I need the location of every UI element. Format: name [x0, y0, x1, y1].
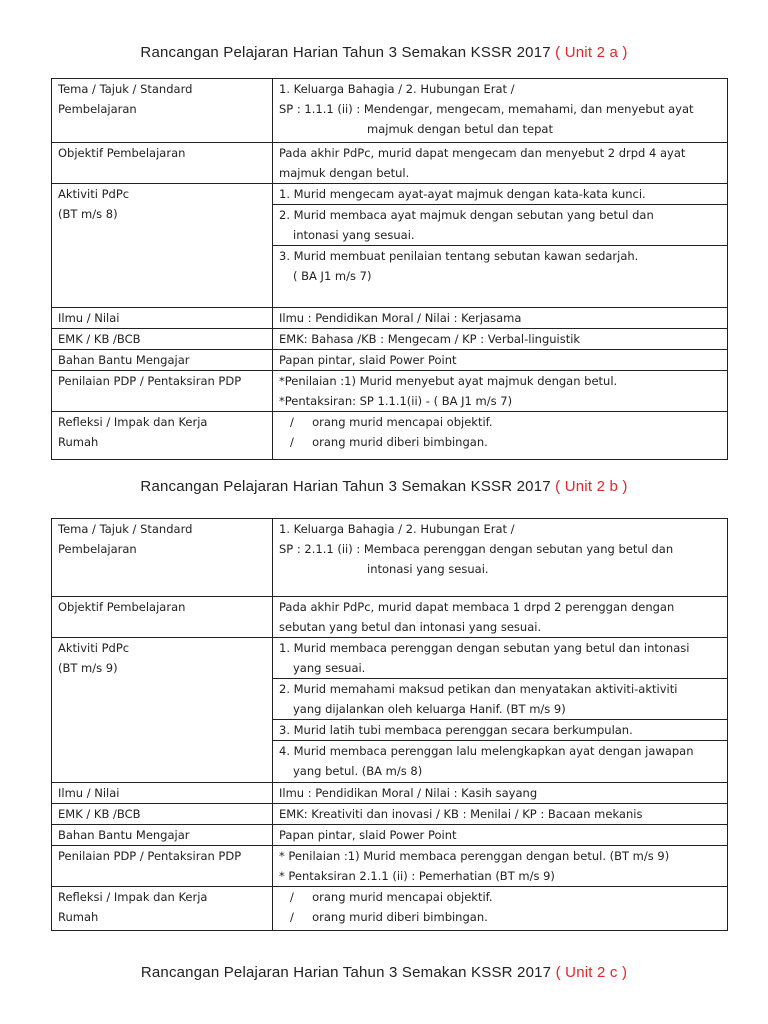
aktiviti-b-item-2	[273, 679, 728, 720]
aktiviti-item-2-line-1: 2. Murid membaca ayat majmuk dengan sebutan yang betul dan	[279, 208, 654, 222]
row-refleksi	[52, 412, 728, 460]
label-objektif: Objektif Pembelajaran	[52, 143, 273, 184]
value-objektif-b	[273, 597, 728, 638]
penilaian-b-line-1: * Penilaian :1) Murid membaca perenggan dengan betul. (BT m/s 9)	[279, 849, 670, 863]
objektif-b-line-1: Pada akhir PdPc, murid dapat membaca 1 drpd 2 perenggan dengan	[279, 600, 675, 614]
section-c-title	[0, 964, 768, 981]
label-ilmu: Ilmu / Nilai	[52, 308, 273, 329]
value-refleksi	[273, 412, 728, 460]
tema-line-2: SP : 1.1.1 (ii) : Mendengar, mengecam, memahami, dan menyebut ayat	[279, 102, 694, 116]
value-tema-b	[273, 519, 728, 597]
penilaian-b-line-2: * Pentaksiran 2.1.1 (ii) : Pemerhatian (BT m/s 9)	[279, 869, 555, 883]
aktiviti-item-3-line-2: ( BA J1 m/s 7)	[293, 269, 372, 283]
row-objektif-b	[52, 597, 728, 638]
refleksi-b-line-2: / orang murid diberi bimbingan.	[279, 910, 488, 924]
aktiviti-item-3-line-1: 3. Murid membuat penilaian tentang sebutan kawan sedarjah.	[279, 249, 639, 263]
aktiviti-b-item-4	[273, 741, 728, 783]
section-a-title-main: Rancangan Pelajaran Harian Tahun 3 Semakan KSSR 2017	[140, 44, 556, 61]
tema-b-line-1: 1. Keluarga Bahagia / 2. Hubungan Erat /	[279, 522, 515, 536]
objektif-line-2: majmuk dengan betul.	[279, 166, 410, 180]
row-penilaian	[52, 371, 728, 412]
label-tema: Tema / Tajuk / Standard Pembelajaran	[52, 79, 273, 143]
section-b-title-main: Rancangan Pelajaran Harian Tahun 3 Semakan KSSR 2017	[140, 478, 556, 495]
row-bahan-b	[52, 825, 728, 846]
aktiviti-b-item-1-line-1: 1. Murid membaca perenggan dengan sebutan yang betul dan intonasi	[279, 641, 690, 655]
refleksi-b-line-1: / orang murid mencapai objektif.	[279, 890, 493, 904]
refleksi-label-2: Rumah	[58, 435, 99, 449]
aktiviti-item-1-line-1: 1. Murid mengecam ayat-ayat majmuk dengan kata-kata kunci.	[279, 187, 646, 201]
aktiviti-b-item-2-line-2: yang dijalankan oleh keluarga Hanif. (BT m/s 9)	[293, 702, 566, 716]
value-bahan-b: Papan pintar, slaid Power Point	[273, 825, 728, 846]
aktiviti-b-item-4-line-1: 4. Murid membaca perenggan lalu melengkapkan ayat dengan jawapan	[279, 744, 694, 758]
refleksi-line-2: / orang murid diberi bimbingan.	[279, 435, 488, 449]
lesson-plan-table-b	[51, 518, 728, 931]
label-ilmu-b: Ilmu / Nilai	[52, 783, 273, 804]
aktiviti-item-3	[273, 246, 728, 308]
value-penilaian-b	[273, 846, 728, 887]
row-ilmu-b	[52, 783, 728, 804]
aktiviti-item-2-line-2: intonasi yang sesuai.	[293, 228, 415, 242]
row-refleksi-b	[52, 887, 728, 931]
label-bahan-b: Bahan Bantu Mengajar	[52, 825, 273, 846]
section-c-unit-label: ( Unit 2 c )	[555, 964, 628, 981]
row-emk	[52, 329, 728, 350]
label-refleksi	[52, 412, 273, 460]
aktiviti-b-label-2: (BT m/s 9)	[58, 661, 118, 675]
section-c-title-main: Rancangan Pelajaran Harian Tahun 3 Semakan KSSR 2017	[140, 964, 556, 981]
label-aktiviti	[52, 184, 273, 308]
aktiviti-b-item-2-line-1: 2. Murid memahami maksud petikan dan menyatakan aktiviti-aktiviti	[279, 682, 678, 696]
refleksi-label-1: Refleksi / Impak dan Kerja	[58, 415, 208, 429]
value-refleksi-b	[273, 887, 728, 931]
value-bahan: Papan pintar, slaid Power Point	[273, 350, 728, 371]
row-tema	[52, 79, 728, 143]
value-ilmu: Ilmu : Pendidikan Moral / Nilai : Kerjasama	[273, 308, 728, 329]
row-objektif	[52, 143, 728, 184]
refleksi-b-label-2: Rumah	[58, 910, 99, 924]
label-penilaian-b: Penilaian PDP / Pentaksiran PDP	[52, 846, 273, 887]
label-aktiviti-b	[52, 638, 273, 783]
row-aktiviti-b-1	[52, 638, 728, 679]
row-tema-b	[52, 519, 728, 597]
tema-line-3: majmuk dengan betul dan tepat	[367, 122, 553, 136]
row-bahan	[52, 350, 728, 371]
aktiviti-label-1: Aktiviti PdPc	[58, 187, 130, 201]
objektif-b-line-2: sebutan yang betul dan intonasi yang sesuai.	[279, 620, 542, 634]
label-penilaian: Penilaian PDP / Pentaksiran PDP	[52, 371, 273, 412]
row-aktiviti-1	[52, 184, 728, 205]
tema-b-line-2: SP : 2.1.1 (ii) : Membaca perenggan dengan sebutan yang betul dan	[279, 542, 674, 556]
label-tema-b: Tema / Tajuk / Standard Pembelajaran	[52, 519, 273, 597]
section-a-unit-label: ( Unit 2 a )	[555, 44, 628, 61]
aktiviti-b-item-1-line-2: yang sesuai.	[293, 661, 366, 675]
aktiviti-item-2	[273, 205, 728, 246]
row-emk-b	[52, 804, 728, 825]
label-refleksi-b	[52, 887, 273, 931]
objektif-line-1: Pada akhir PdPc, murid dapat mengecam dan menyebut 2 drpd 4 ayat	[279, 146, 686, 160]
aktiviti-b-item-1	[273, 638, 728, 679]
label-objektif-b: Objektif Pembelajaran	[52, 597, 273, 638]
value-tema	[273, 79, 728, 143]
refleksi-b-label-1: Refleksi / Impak dan Kerja	[58, 890, 208, 904]
value-emk: EMK: Bahasa /KB : Mengecam / KP : Verbal-linguistik	[273, 329, 728, 350]
value-penilaian	[273, 371, 728, 412]
aktiviti-item-1	[273, 184, 728, 205]
value-objektif	[273, 143, 728, 184]
row-penilaian-b	[52, 846, 728, 887]
label-emk-b: EMK / KB /BCB	[52, 804, 273, 825]
aktiviti-b-item-3	[273, 720, 728, 741]
penilaian-line-1: *Penilaian :1) Murid menyebut ayat majmuk dengan betul.	[279, 374, 618, 388]
aktiviti-label-2: (BT m/s 8)	[58, 207, 118, 221]
value-ilmu-b: Ilmu : Pendidikan Moral / Nilai : Kasih sayang	[273, 783, 728, 804]
penilaian-line-2: *Pentaksiran: SP 1.1.1(ii) - ( BA J1 m/s 7)	[279, 394, 513, 408]
tema-line-1: 1. Keluarga Bahagia / 2. Hubungan Erat /	[279, 82, 515, 96]
aktiviti-b-label-1: Aktiviti PdPc	[58, 641, 130, 655]
aktiviti-b-item-4-line-2: yang betul. (BA m/s 8)	[293, 764, 423, 778]
aktiviti-b-item-3-line-1: 3. Murid latih tubi membaca perenggan secara berkumpulan.	[279, 723, 633, 737]
value-emk-b: EMK: Kreativiti dan inovasi / KB : Menilai / KP : Bacaan mekanis	[273, 804, 728, 825]
tema-b-line-3: intonasi yang sesuai.	[367, 562, 489, 576]
row-ilmu	[52, 308, 728, 329]
label-bahan: Bahan Bantu Mengajar	[52, 350, 273, 371]
lesson-plan-table-a	[51, 78, 728, 460]
section-b-unit-label: ( Unit 2 b )	[555, 478, 628, 495]
section-a-title	[0, 44, 768, 61]
refleksi-line-1: / orang murid mencapai objektif.	[279, 415, 493, 429]
label-emk: EMK / KB /BCB	[52, 329, 273, 350]
section-b-title	[0, 478, 768, 495]
